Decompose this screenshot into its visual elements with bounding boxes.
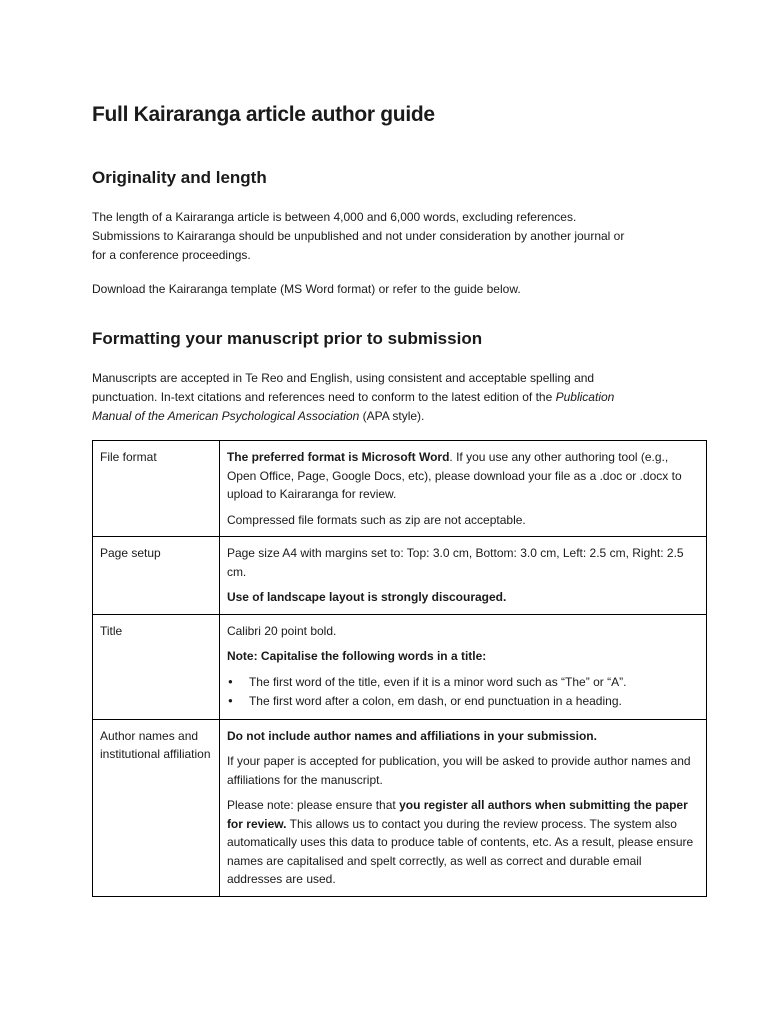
originality-paragraph (92, 208, 692, 265)
authors-warning: Do not include author names and affiliations in your submission. (226, 728, 597, 743)
formatting-line-2 (92, 388, 692, 407)
list-item: ● The first word after a colon, em dash, or end punctuation in a heading. (249, 692, 699, 711)
landscape-warning: Use of landscape layout is strongly discouraged. (226, 590, 507, 604)
formatting-line-3 (92, 407, 692, 426)
authors-para-1 (227, 727, 699, 746)
apa-manual-title-part-2: Manual of the American Psychological Association (92, 409, 360, 423)
table-row-file-format (93, 441, 707, 537)
title-content (219, 614, 706, 719)
page-setup-content (219, 537, 706, 615)
authors-para-3 (227, 796, 699, 889)
formatting-line-3-text: (APA style). (359, 409, 425, 423)
originality-line-3: for a conference proceedings. (92, 248, 251, 262)
apa-manual-title-part-1: Publication (555, 390, 615, 404)
file-format-content (219, 441, 706, 537)
page-setup-label: Page setup (93, 537, 220, 615)
authors-note-start: Please note: please ensure that (226, 798, 400, 812)
formatting-heading: Formatting your manuscript prior to submission (92, 329, 483, 348)
file-format-label: File format (93, 441, 220, 537)
capitalise-note: Note: Capitalise the following words in a title: (226, 649, 487, 663)
authors-note-end: This allows us to contact you during the review process. The system also automatically uses this data to produce table of contents, etc. As a result, please ensure names are capitalised and spelt correctly, as well as correct and durable email addresses are used. (226, 816, 694, 886)
authors-content (219, 719, 706, 896)
list-item: ● The first word of the title, even if it is a minor word such as “The” or “A”. (249, 673, 699, 692)
originality-line-2: Submissions to Kairaranga should be unpublished and not under consideration by another journal or (92, 229, 625, 243)
authors-para-2: If your paper is accepted for publication, you will be asked to provide author names and affiliations for the manuscript. (226, 754, 691, 787)
table-row-authors (93, 719, 707, 896)
originality-line-1: The length of a Kairaranga article is between 4,000 and 6,000 words, excluding references. (92, 210, 577, 224)
title-para-1: Calibri 20 point bold. (226, 623, 337, 638)
download-paragraph: Download the Kairaranga template (MS Word format) or refer to the guide below. (92, 282, 521, 296)
register-authors-note: you register all authors when submitting the paper for review. (226, 798, 688, 831)
document-title: Full Kairaranga article author guide (92, 103, 435, 126)
formatting-table (92, 440, 707, 897)
file-format-para-1 (227, 448, 699, 504)
file-format-bold: The preferred format is Microsoft Word (226, 450, 450, 464)
table-row-page-setup (93, 537, 707, 615)
originality-heading: Originality and length (92, 168, 267, 187)
formatting-line-1: Manuscripts are accepted in Te Reo and English, using consistent and acceptable spelling and (92, 371, 595, 385)
page-setup-para-2 (227, 588, 699, 607)
page-setup-para-1: Page size A4 with margins set to: Top: 3.0 cm, Bottom: 3.0 cm, Left: 2.5 cm, Right: 2.5 cm. (226, 546, 684, 579)
title-para-2 (227, 647, 699, 666)
capitalisation-list (227, 673, 699, 711)
authors-label: Author names and institutional affiliation (93, 719, 220, 896)
file-format-para-2: Compressed file formats such as zip are not acceptable. (226, 512, 526, 527)
table-row-title (93, 614, 707, 719)
title-label: Title (93, 614, 220, 719)
file-format-text: . If you use any other authoring tool (e.g., Open Office, Page, Google Docs, etc), please download your file as a .doc or .docx to upload to Kairaranga for review. (226, 450, 682, 501)
formatting-paragraph (92, 369, 692, 426)
formatting-line-2-text: punctuation. In-text citations and references need to conform to the latest edition of the (92, 390, 556, 404)
